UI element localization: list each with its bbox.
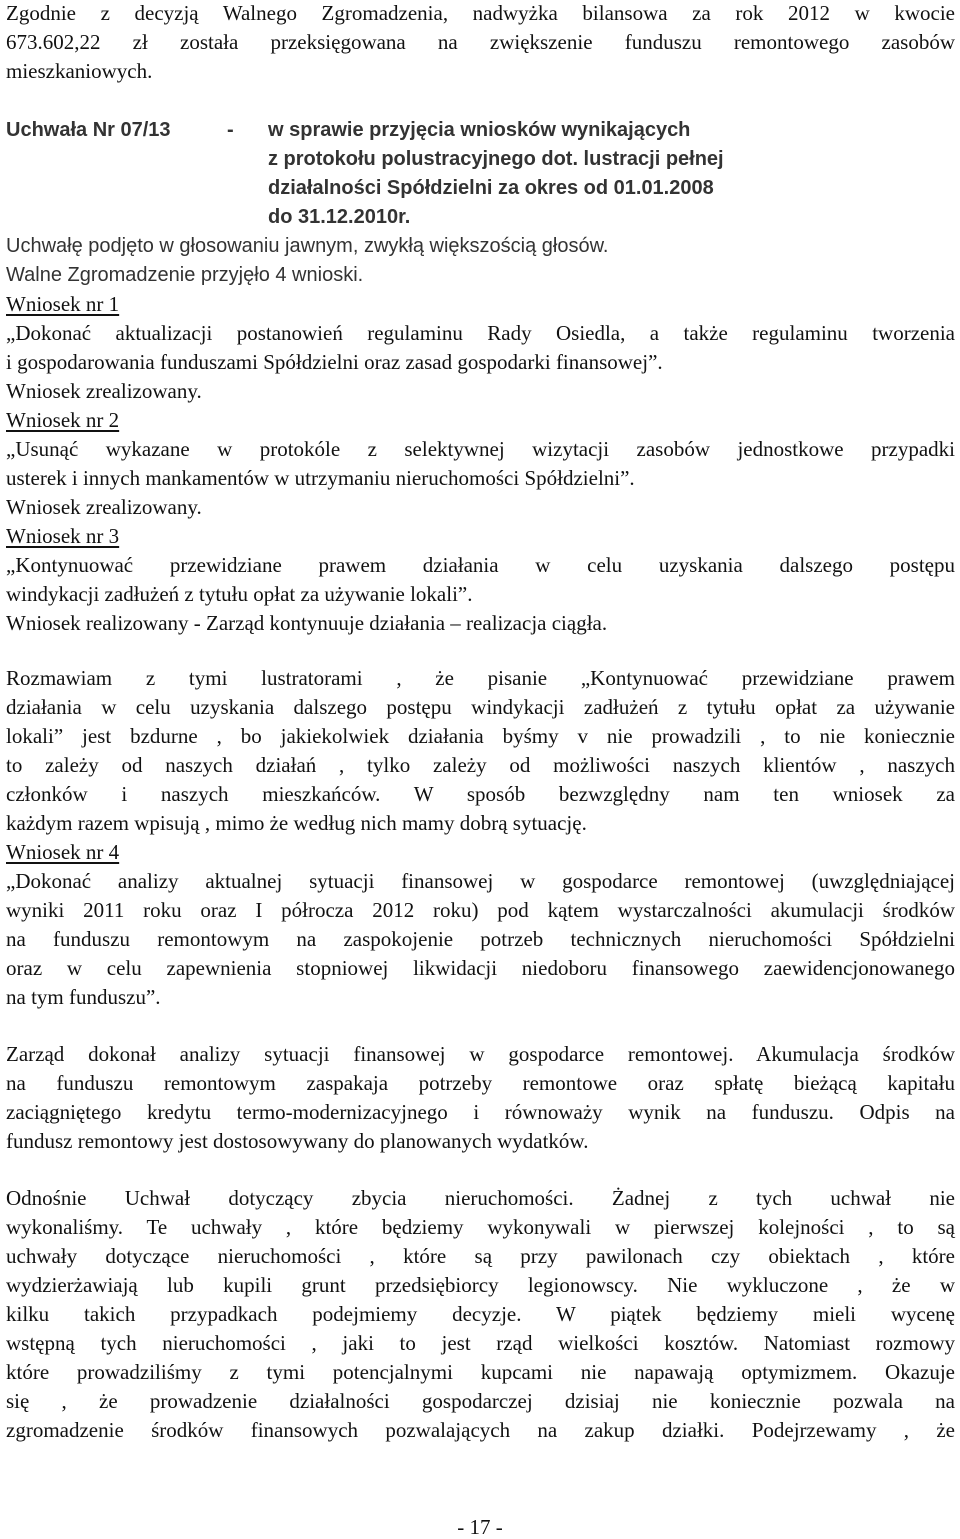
property-comment-line-3: uchwały dotyczące nieruchomości , które są przy pawilonach czy obiektach , które	[6, 1244, 955, 1268]
motion-3-text-line-2: windykacji zadłużeń z tytułu opłat za używanie lokali”.	[6, 582, 473, 606]
motion-3-status: Wniosek realizowany - Zarząd kontynuuje działania – realizacja ciągła.	[6, 611, 608, 635]
motion-4-text-line-5: na tym funduszu”.	[6, 985, 161, 1009]
comment-line-1: Rozmawiam z tymi lustratorami , że pisanie „Kontynuować przewidziane prawem	[6, 666, 955, 690]
motion-4-text-line-1: „Dokonać analizy aktualnej sytuacji finansowej w gospodarce remontowej (uwzględniającej	[6, 869, 955, 893]
motion-1-text-line-1: „Dokonać aktualizacji postanowień regulaminu Rady Osiedla, a także regulaminu tworzenia	[6, 321, 955, 345]
intro-line-1: Zgodnie z decyzją Walnego Zgromadzenia, nadwyżka bilansowa za rok 2012 w kwocie	[6, 1, 955, 25]
page-number: - 17 -	[457, 1515, 503, 1539]
motion-4-text-line-4: oraz w celu zapewnienia stopniowej likwidacji niedoboru finansowego zaewidencjonowanego	[6, 956, 955, 980]
motion-heading-3: Wniosek nr 3	[6, 524, 120, 548]
resolution-accepted: Walne Zgromadzenie przyjęło 4 wnioski.	[6, 264, 364, 286]
resolution-vote: Uchwałę podjęto w głosowaniu jawnym, zwykłą większością głosów.	[6, 235, 609, 257]
motion-heading-2: Wniosek nr 2	[6, 408, 120, 432]
motion-2-text-line-2: usterek i innych mankamentów w utrzymaniu nieruchomości Spółdzielni”.	[6, 466, 635, 490]
comment-line-3: lokali” jest bzdurne , bo jakiekolwiek działania byśmy v nie prowadzili , to nie koniecznie	[6, 724, 955, 748]
board-response-line-3: zaciągniętego kredytu termo-modernizacyjnego i równoważy wynik na funduszu. Odpis na	[6, 1100, 955, 1124]
property-comment-line-9: zgromadzenie środków finansowych pozwalających na zakup działki. Podejrzewamy , że	[6, 1418, 955, 1442]
comment-line-2: działania w celu uzyskania dalszego postępu windykacji zadłużeń z tytułu opłat za używanie	[6, 695, 955, 719]
resolution-title-line-2: z protokołu polustracyjnego dot. lustracji pełnej	[268, 148, 724, 170]
board-response-line-1: Zarząd dokonał analizy sytuacji finansowej w gospodarce remontowej. Akumulacja środków	[6, 1042, 955, 1066]
motion-2-text-line-1: „Usunąć wykazane w protokóle z selektywnej wizytacji zasobów jednostkowe przypadki	[6, 437, 955, 461]
comment-line-6: każdym razem wpisują , mimo że według nich mamy dobrą sytuację.	[6, 811, 587, 835]
resolution-dash: -	[227, 119, 234, 141]
resolution-number: Uchwała Nr 07/13	[6, 119, 171, 141]
intro-line-3: mieszkaniowych.	[6, 59, 153, 83]
motion-3-text-line-1: „Kontynuować przewidziane prawem działania w celu uzyskania dalszego postępu	[6, 553, 955, 577]
resolution-title-line-1: w sprawie przyjęcia wniosków wynikających	[268, 119, 691, 141]
board-response-line-4: fundusz remontowy jest dostosowywany do planowanych wydatków.	[6, 1129, 589, 1153]
comment-line-5: członków i naszych mieszkańców. W sposób bezwzględny nam ten wniosek za	[6, 782, 955, 806]
property-comment-line-7: które prowadziliśmy z tymi potencjalnymi kupcami nie napawają optymizmem. Okazuje	[6, 1360, 955, 1384]
intro-line-2: 673.602,22 zł została przeksięgowana na zwiększenie funduszu remontowego zasobów	[6, 30, 955, 54]
motion-heading-4: Wniosek nr 4	[6, 840, 120, 864]
comment-line-4: to zależy od naszych działań , tylko zależy od możliwości naszych klientów , naszych	[6, 753, 955, 777]
property-comment-line-8: się , że prowadzenie działalności gospodarczej dzisiaj nie koniecznie pozwala na	[6, 1389, 955, 1413]
property-comment-line-6: wstępną tych nieruchomości , jaki to jest rząd wielkości kosztów. Natomiast rozmowy	[6, 1331, 955, 1355]
motion-4-text-line-3: na funduszu remontowym na zaspokojenie potrzeb technicznych nieruchomości Spółdzielni	[6, 927, 955, 951]
motion-1-text-line-2: i gospodarowania funduszami Spółdzielni oraz zasad gospodarki finansowej”.	[6, 350, 663, 374]
resolution-title-line-3: działalności Spółdzielni za okres od 01.01.2008	[268, 177, 714, 199]
property-comment-line-5: kilku takich przypadkach podejmiemy decyzje. W piątek będziemy mieli wycenę	[6, 1302, 955, 1326]
motion-heading-1: Wniosek nr 1	[6, 292, 120, 316]
property-comment-line-1: Odnośnie Uchwał dotyczący zbycia nieruchomości. Żadnej z tych uchwał nie	[6, 1186, 955, 1210]
board-response-line-2: na funduszu remontowym zaspakaja potrzeby remontowe oraz spłatę bieżącą kapitału	[6, 1071, 955, 1095]
property-comment-line-2: wykonaliśmy. Te uchwały , które będziemy wykonywali w pierwszej kolejności , to są	[6, 1215, 955, 1239]
motion-2-status: Wniosek zrealizowany.	[6, 495, 202, 519]
resolution-title-line-4: do 31.12.2010r.	[268, 206, 411, 228]
property-comment-line-4: wydzierżawiają lub kupili grunt przedsiębiorcy legionowscy. Nie wykluczone , że w	[6, 1273, 955, 1297]
motion-1-status: Wniosek zrealizowany.	[6, 379, 202, 403]
motion-4-text-line-2: wyniki 2011 roku oraz I półrocza 2012 roku) pod kątem wystarczalności akumulacji środków	[6, 898, 955, 922]
